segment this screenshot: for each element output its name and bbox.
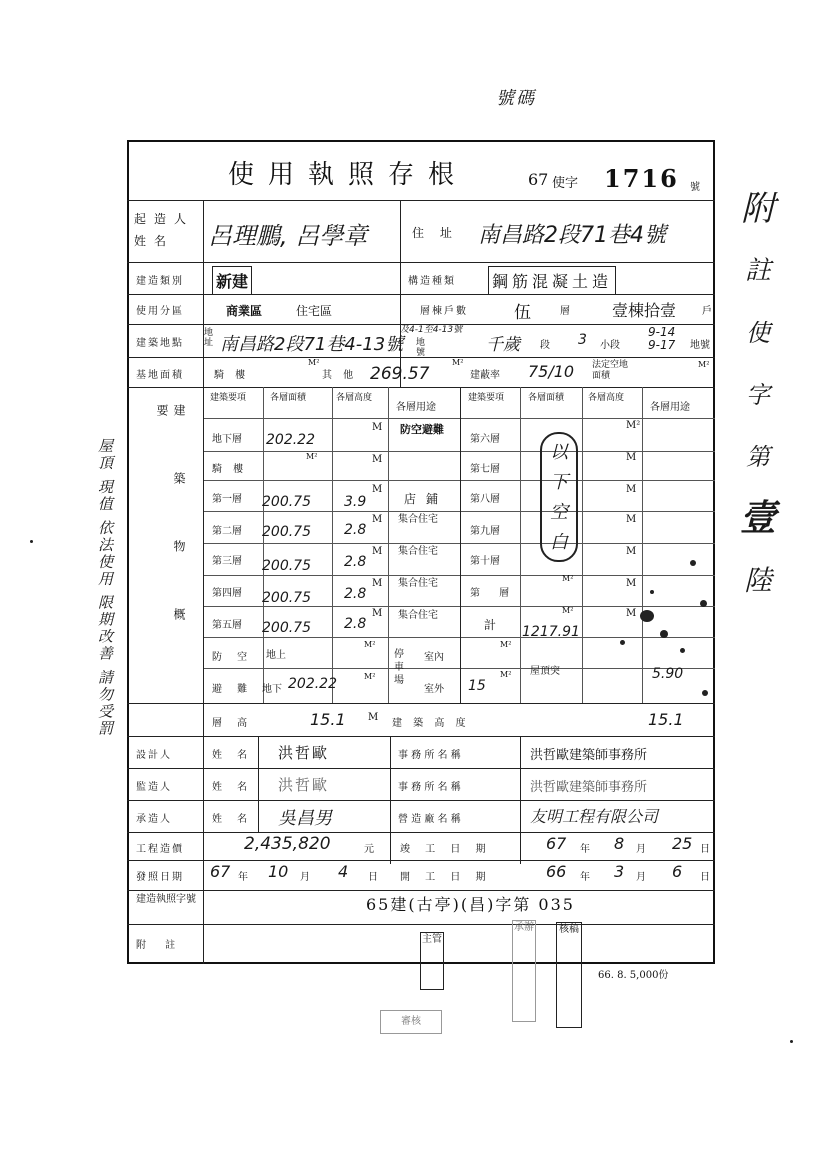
shelter-above-unit: M² [364,640,376,649]
floor3-use: 集合住宅 [398,546,438,557]
floor5-height: 2.8 [344,616,367,632]
basement-use: 防空避難 [400,423,444,436]
floor1-area: 200.75 [262,494,311,510]
margin-char: 註 [744,256,771,286]
structure-type-value: 鋼筋混凝土造 [488,266,616,295]
floor10-label: 第十層 [470,556,500,567]
designer-label: 設計人 [136,750,172,761]
issue-month-unit: 月 [300,872,310,883]
completion-year: 67 [546,834,567,853]
parking-label: 停車場 [394,649,404,686]
parking-outdoor-value: 15 [468,678,486,694]
completion-month-unit: 月 [636,844,646,855]
col-item-header: 建築要項 [210,393,247,403]
designer-name-label: 姓 名 [212,750,254,761]
right-margin-notes [728,178,788,612]
floor10-unit: M [626,546,637,557]
issue-day-unit: 日 [368,872,378,883]
supervisor-office: 洪哲歐建築師事務所 [530,780,648,795]
parking-indoor-label: 室內 [424,652,444,663]
page-title: 使用執照存根 [228,160,469,190]
floor2-unit: M [372,514,383,525]
floors-unit: 層 [560,306,570,317]
building-height-value: 15.1 [648,710,684,729]
col-item-header-2: 建築要項 [468,393,505,403]
floor3-height: 2.8 [344,554,367,570]
margin-note: 屋頂 [96,438,114,472]
basement-unit: M [372,422,383,433]
supervisor-label: 監造人 [136,782,172,793]
floor9-unit: M [626,514,637,525]
site-label: 建築地點 [136,338,184,349]
shelter-above-label: 地上 [266,650,286,661]
floors-value: 伍 [514,303,531,323]
basement-area: 202.22 [266,432,315,448]
margin-char: 字 [746,381,770,409]
coverage-value: 75/10 [528,362,575,381]
permit-number: 1716 [604,164,679,193]
structure-type-label: 構造種類 [408,276,456,287]
contractor-name: 吳昌男 [278,808,332,829]
shelter-label: 防 空 [212,652,254,663]
site-addr-prefix: 地址 [204,328,214,348]
site-address: 南昌路2段71巷4-13號 [220,334,404,355]
margin-note: 依法使用 [96,519,114,588]
owner-label: 起造人姓名 [134,212,195,248]
margin-char: 附 [741,189,775,229]
start-month-unit: 月 [636,872,646,883]
permit-no-label: 建造執照字號 [136,894,196,905]
approval-stamp: 承辦 [512,920,536,1022]
parking-indoor-unit: M² [500,640,512,649]
floor-height-value: 15.1 [310,710,346,729]
building-class-label: 建造類別 [136,276,184,287]
floor8-unit: M [626,484,637,495]
completion-day-unit: 日 [700,844,710,855]
floor5-label: 第五層 [212,620,242,631]
address-value: 南昌路2段71巷4號 [478,223,666,248]
total-m: M [626,608,637,619]
floor1-unit: M [372,484,383,495]
start-day: 6 [672,862,683,881]
floor-other-unit: M [626,578,637,589]
permit-word: 使字 [552,176,579,191]
floor4-height: 2.8 [344,586,367,602]
floor-other-area-unit: M² [562,574,574,583]
site-area-value: 269.57 [370,364,430,384]
floor5-use: 集合住宅 [398,610,438,621]
col-height-header-2: 各層高度 [588,393,625,403]
floor2-area: 200.75 [262,524,311,540]
issue-month: 10 [268,862,289,881]
approval-stamp: 審核 [380,1010,442,1034]
margin-note: 請勿受罰 [96,669,114,738]
permit-suffix: 號 [690,182,700,193]
floor4-label: 第四層 [212,588,242,599]
floor4-area: 200.75 [262,590,311,606]
supervisor-name-label: 姓 名 [212,782,254,793]
floor9-label: 第九層 [470,526,500,537]
building-summary-label: 建築物概要 [155,404,186,676]
col-area-header: 各層面積 [270,393,307,403]
zoning-commercial: 商業區 [226,304,263,318]
site-lot-prefix: 地號 [416,338,426,358]
arcade-row-unit: M² [306,452,318,461]
permit-no-value: 65建(古亭)(昌)字第 035 [366,895,575,914]
site-address-note: 及4-1至4-13號 [400,325,463,335]
floor2-use: 集合住宅 [398,514,438,525]
margin-note: 現值 [96,478,114,513]
arcade-row-m: M [372,454,383,465]
site-area-label: 基地面積 [136,370,184,381]
left-margin-note [96,438,114,738]
floor5-area: 200.75 [262,620,311,636]
coverage-label: 建蔽率 [470,370,500,381]
completion-day: 25 [672,834,693,853]
contractor-firm-label: 營 造 廠 名 稱 [398,814,461,825]
print-run: 66. 8. 5,000份 [598,970,669,981]
floor3-unit: M [372,546,383,557]
margin-char: 第 [746,443,770,471]
margin-char: 陸 [743,564,772,597]
issue-year-unit: 年 [238,872,248,883]
start-date-label: 開 工 日 期 [400,872,492,883]
floor4-unit: M [372,578,383,589]
arcade-label: 騎 樓 [214,370,250,381]
start-year-unit: 年 [580,872,590,883]
floor1-height: 3.9 [344,494,367,510]
units-unit: 戶 [702,306,712,317]
shelter-below-value: 202.22 [288,676,337,692]
supervisor-office-label: 事 務 所 名 稱 [398,782,461,793]
site-subsection-value: 3 [578,332,587,348]
contractor-label: 承造人 [136,814,172,825]
designer-office-label: 事 務 所 名 稱 [398,750,461,761]
margin-char: 壹 [739,498,776,539]
cost-unit: 元 [364,844,374,855]
issue-day: 4 [338,862,349,881]
col-use-header: 各層用途 [396,402,436,413]
site-lot-suffix: 地號 [690,340,710,351]
margin-note: 限期改善 [96,594,114,663]
basement-label: 地下層 [212,434,242,445]
site-section-label: 段 [540,340,550,351]
floor2-height: 2.8 [344,522,367,538]
units-value: 壹棟拾壹 [612,301,677,320]
floor2-label: 第二層 [212,526,242,537]
parking-outdoor-unit: M² [500,670,512,679]
designer-name: 洪哲歐 [278,744,330,762]
header-stamp: 號碼 [496,88,536,109]
floor-height-label: 層 高 [212,718,254,729]
col-area-header-2: 各層面積 [528,393,565,403]
site-area-unit: M² [452,358,464,367]
total-area: 1217.91 [522,624,580,640]
owner-value: 呂理鵬, 呂學章 [208,222,368,250]
approval-stamp: 核稿 [556,922,582,1028]
site-subsection-label: 小段 [600,340,620,351]
other-label: 其 他 [322,370,358,381]
permit-year: 67 [528,170,549,189]
remarks-label: 附 註 [136,940,184,951]
issue-date-label: 發照日期 [136,872,184,883]
approval-stamp: 主管 [420,932,444,990]
floor5-unit: M [372,608,383,619]
start-month: 3 [614,862,625,881]
designer-office: 洪哲歐建築師事務所 [530,748,648,763]
total-label: 計 [484,618,497,632]
contractor-firm: 友明工程有限公司 [530,807,659,826]
supervisor-name: 洪哲歐 [278,776,330,794]
shelter-below-unit: M² [364,672,376,681]
shelter-below-label: 地下 [262,684,282,695]
roof-room-value: 5.90 [652,666,684,682]
floor1-use: 店鋪 [404,492,449,506]
arcade-row-label: 騎 樓 [212,464,248,475]
floor-height-unit: M [368,712,379,723]
start-day-unit: 日 [700,872,710,883]
completion-year-unit: 年 [580,844,590,855]
floor6-unit: M² [626,420,641,431]
cost-label: 工程造價 [136,844,184,855]
completion-month: 8 [614,834,625,853]
floor3-area: 200.75 [262,558,311,574]
floor3-label: 第三層 [212,556,242,567]
arcade-unit: M² [308,358,320,367]
floor7-unit: M [626,452,637,463]
floor4-use: 集合住宅 [398,578,438,589]
cost-value: 2,435,820 [244,834,331,854]
issue-year: 67 [210,862,231,881]
floor8-label: 第八層 [470,494,500,505]
completion-label: 竣 工 日 期 [400,844,492,855]
floor6-label: 第六層 [470,434,500,445]
blank-below-note: 以下空白 [540,432,578,562]
margin-char: 使 [746,319,770,347]
col-use-header-2: 各層用途 [650,402,690,413]
building-height-label: 建 築 高 度 [392,718,470,729]
floor1-label: 第一層 [212,494,242,505]
legal-open-label: 法定空地面積 [592,360,629,381]
shelter2-label: 避 難 [212,684,254,695]
parking-outdoor-label: 室外 [424,684,444,695]
zoning-residential: 住宅區 [296,304,333,318]
floors-units-label: 層棟戶數 [420,306,468,317]
total-unit: M² [562,606,574,615]
floor-other-label: 第 層 [470,588,518,599]
site-lot-value: 9-14 9-17 [648,325,676,352]
contractor-name-label: 姓 名 [212,814,254,825]
site-section-value: 千歲 [486,335,520,355]
address-label: 住 址 [412,226,458,240]
start-year: 66 [546,862,567,881]
floor7-label: 第七層 [470,464,500,475]
building-class-value: 新建 [212,266,252,295]
legal-open-unit: M² [698,360,710,369]
roof-room-label: 屋頂突 [530,666,560,677]
col-height-header: 各層高度 [336,393,373,403]
zoning-label: 使用分區 [136,306,184,317]
